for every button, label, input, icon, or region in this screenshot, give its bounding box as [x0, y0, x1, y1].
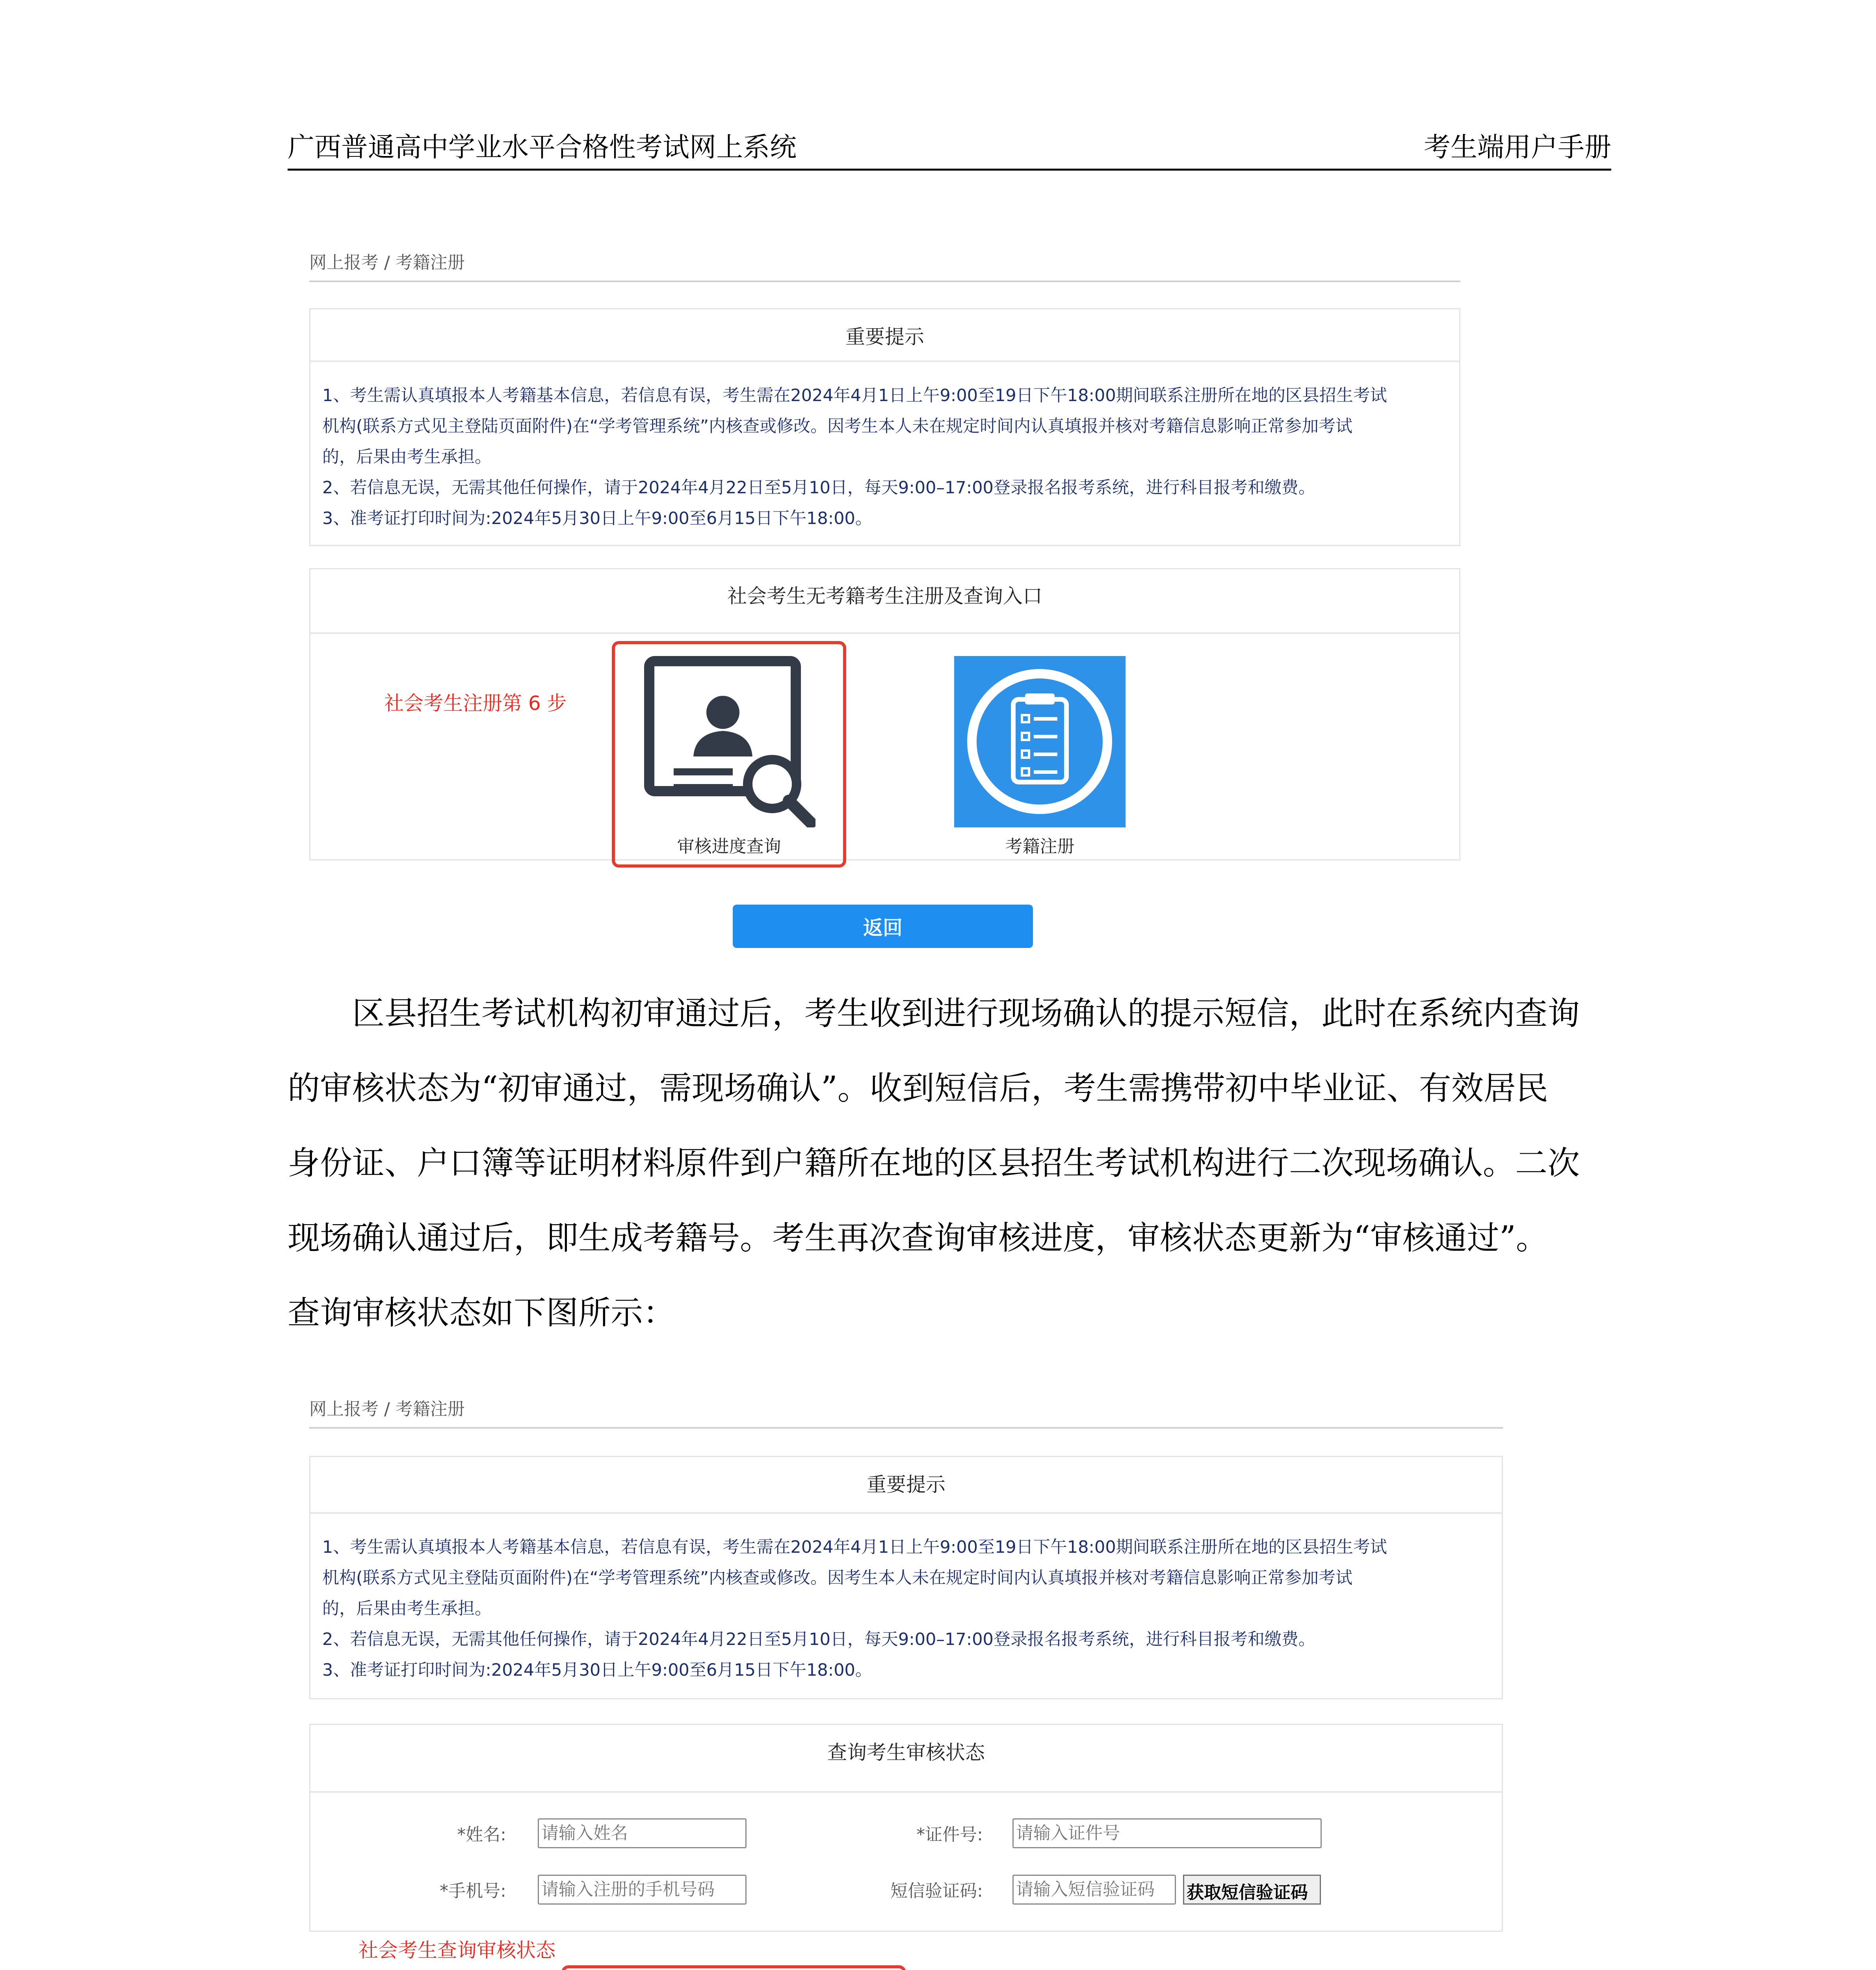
highlight-frame — [561, 1965, 906, 1970]
registration-label: 考籍注册 — [1005, 836, 1075, 857]
back-button[interactable]: 返回 — [733, 905, 1033, 948]
header-title: 广西普通高中学业水平合格性考试网上系统 — [288, 132, 797, 163]
entry-panel-title: 社会考生无考籍考生注册及查询入口 — [727, 585, 1042, 608]
breadcrumb[interactable]: 网上报考 / 考籍注册 — [309, 253, 465, 273]
phone-input[interactable] — [538, 1875, 747, 1905]
query-panel-title: 查询考生审核状态 — [827, 1741, 985, 1764]
name-input[interactable] — [538, 1818, 747, 1848]
registration-button[interactable] — [954, 656, 1126, 827]
annotation-query-status: 社会考生查询审核状态 — [358, 1939, 555, 1962]
phone-label: *手机号: — [440, 1881, 506, 1901]
header-divider — [288, 169, 1611, 171]
review-progress-label: 审核进度查询 — [677, 836, 781, 857]
sms-code-label: 短信验证码: — [890, 1881, 983, 1901]
clipboard-icon — [954, 656, 1126, 827]
body-paragraph-1: 区县招生考试机构初审通过后，考生收到进行现场确认的提示短信，此时在系统内查询 的审核状态为“初审通过，需现场确认”。收到短信后，考生需携带初中毕业证、有效居民 身份证、户口簿等证明材料原件到户籍所在地的区县招生考试机构进行二次现场确认。二次 现场确认通过后，即生成考籍号。考生再次查询审核进度，审核状态更新为“审核通过”。 查询审核状态如下图所示： — [288, 995, 1580, 1332]
notice-title: 重要提示 — [845, 325, 924, 348]
sms-code-input[interactable] — [1012, 1875, 1176, 1905]
id-number-label: *证件号: — [916, 1825, 983, 1845]
notice-text: 1、考生需认真填报本人考籍基本信息，若信息有误，考生需在2024年4月1日上午9:00至19日下午18:00期间联系注册所在地的区县招生考试 机构(联系方式见主登陆页面附件)在“学考管理系统”内核查或修改。因考生本人未在规定时间内认真填报并核对考籍信息影响正常参加考试 的，后果由考生承担。 2、若信息无误，无需其他任何操作，请于2024年4月22日至5月10日，每天9:00–17:00登录报名报考系统，进行科目报考和缴费。 3、准考证打印时间为:2024年5月30日上午9:00至6月15日下午18:00。 — [322, 1537, 1387, 1680]
breadcrumb-divider — [309, 1427, 1503, 1429]
header-manual-name: 考生端用户手册 — [1423, 132, 1611, 163]
annotation-step6: 社会考生注册第 6 步 — [384, 692, 567, 715]
important-notice-panel — [309, 1456, 1503, 1699]
notice-text: 1、考生需认真填报本人考籍基本信息，若信息有误，考生需在2024年4月1日上午9:00至19日下午18:00期间联系注册所在地的区县招生考试 机构(联系方式见主登陆页面附件)在“学考管理系统”内核查或修改。因考生本人未在规定时间内认真填报并核对考籍信息影响正常参加考试 的，后果由考生承担。 2、若信息无误，无需其他任何操作，请于2024年4月22日至5月10日，每天9:00–17:00登录报名报考系统，进行科目报考和缴费。 3、准考证打印时间为:2024年5月30日上午9:00至6月15日下午18:00。 — [322, 386, 1387, 528]
breadcrumb[interactable]: 网上报考 / 考籍注册 — [309, 1399, 465, 1419]
profile-search-icon — [642, 654, 815, 827]
breadcrumb-divider — [309, 281, 1460, 282]
id-number-input[interactable] — [1012, 1818, 1322, 1848]
notice-title: 重要提示 — [867, 1473, 945, 1496]
review-progress-query-button[interactable] — [642, 654, 815, 827]
get-sms-code-button[interactable]: 获取短信验证码 — [1183, 1875, 1321, 1905]
important-notice-panel — [309, 308, 1460, 546]
name-label: *姓名: — [457, 1825, 506, 1845]
